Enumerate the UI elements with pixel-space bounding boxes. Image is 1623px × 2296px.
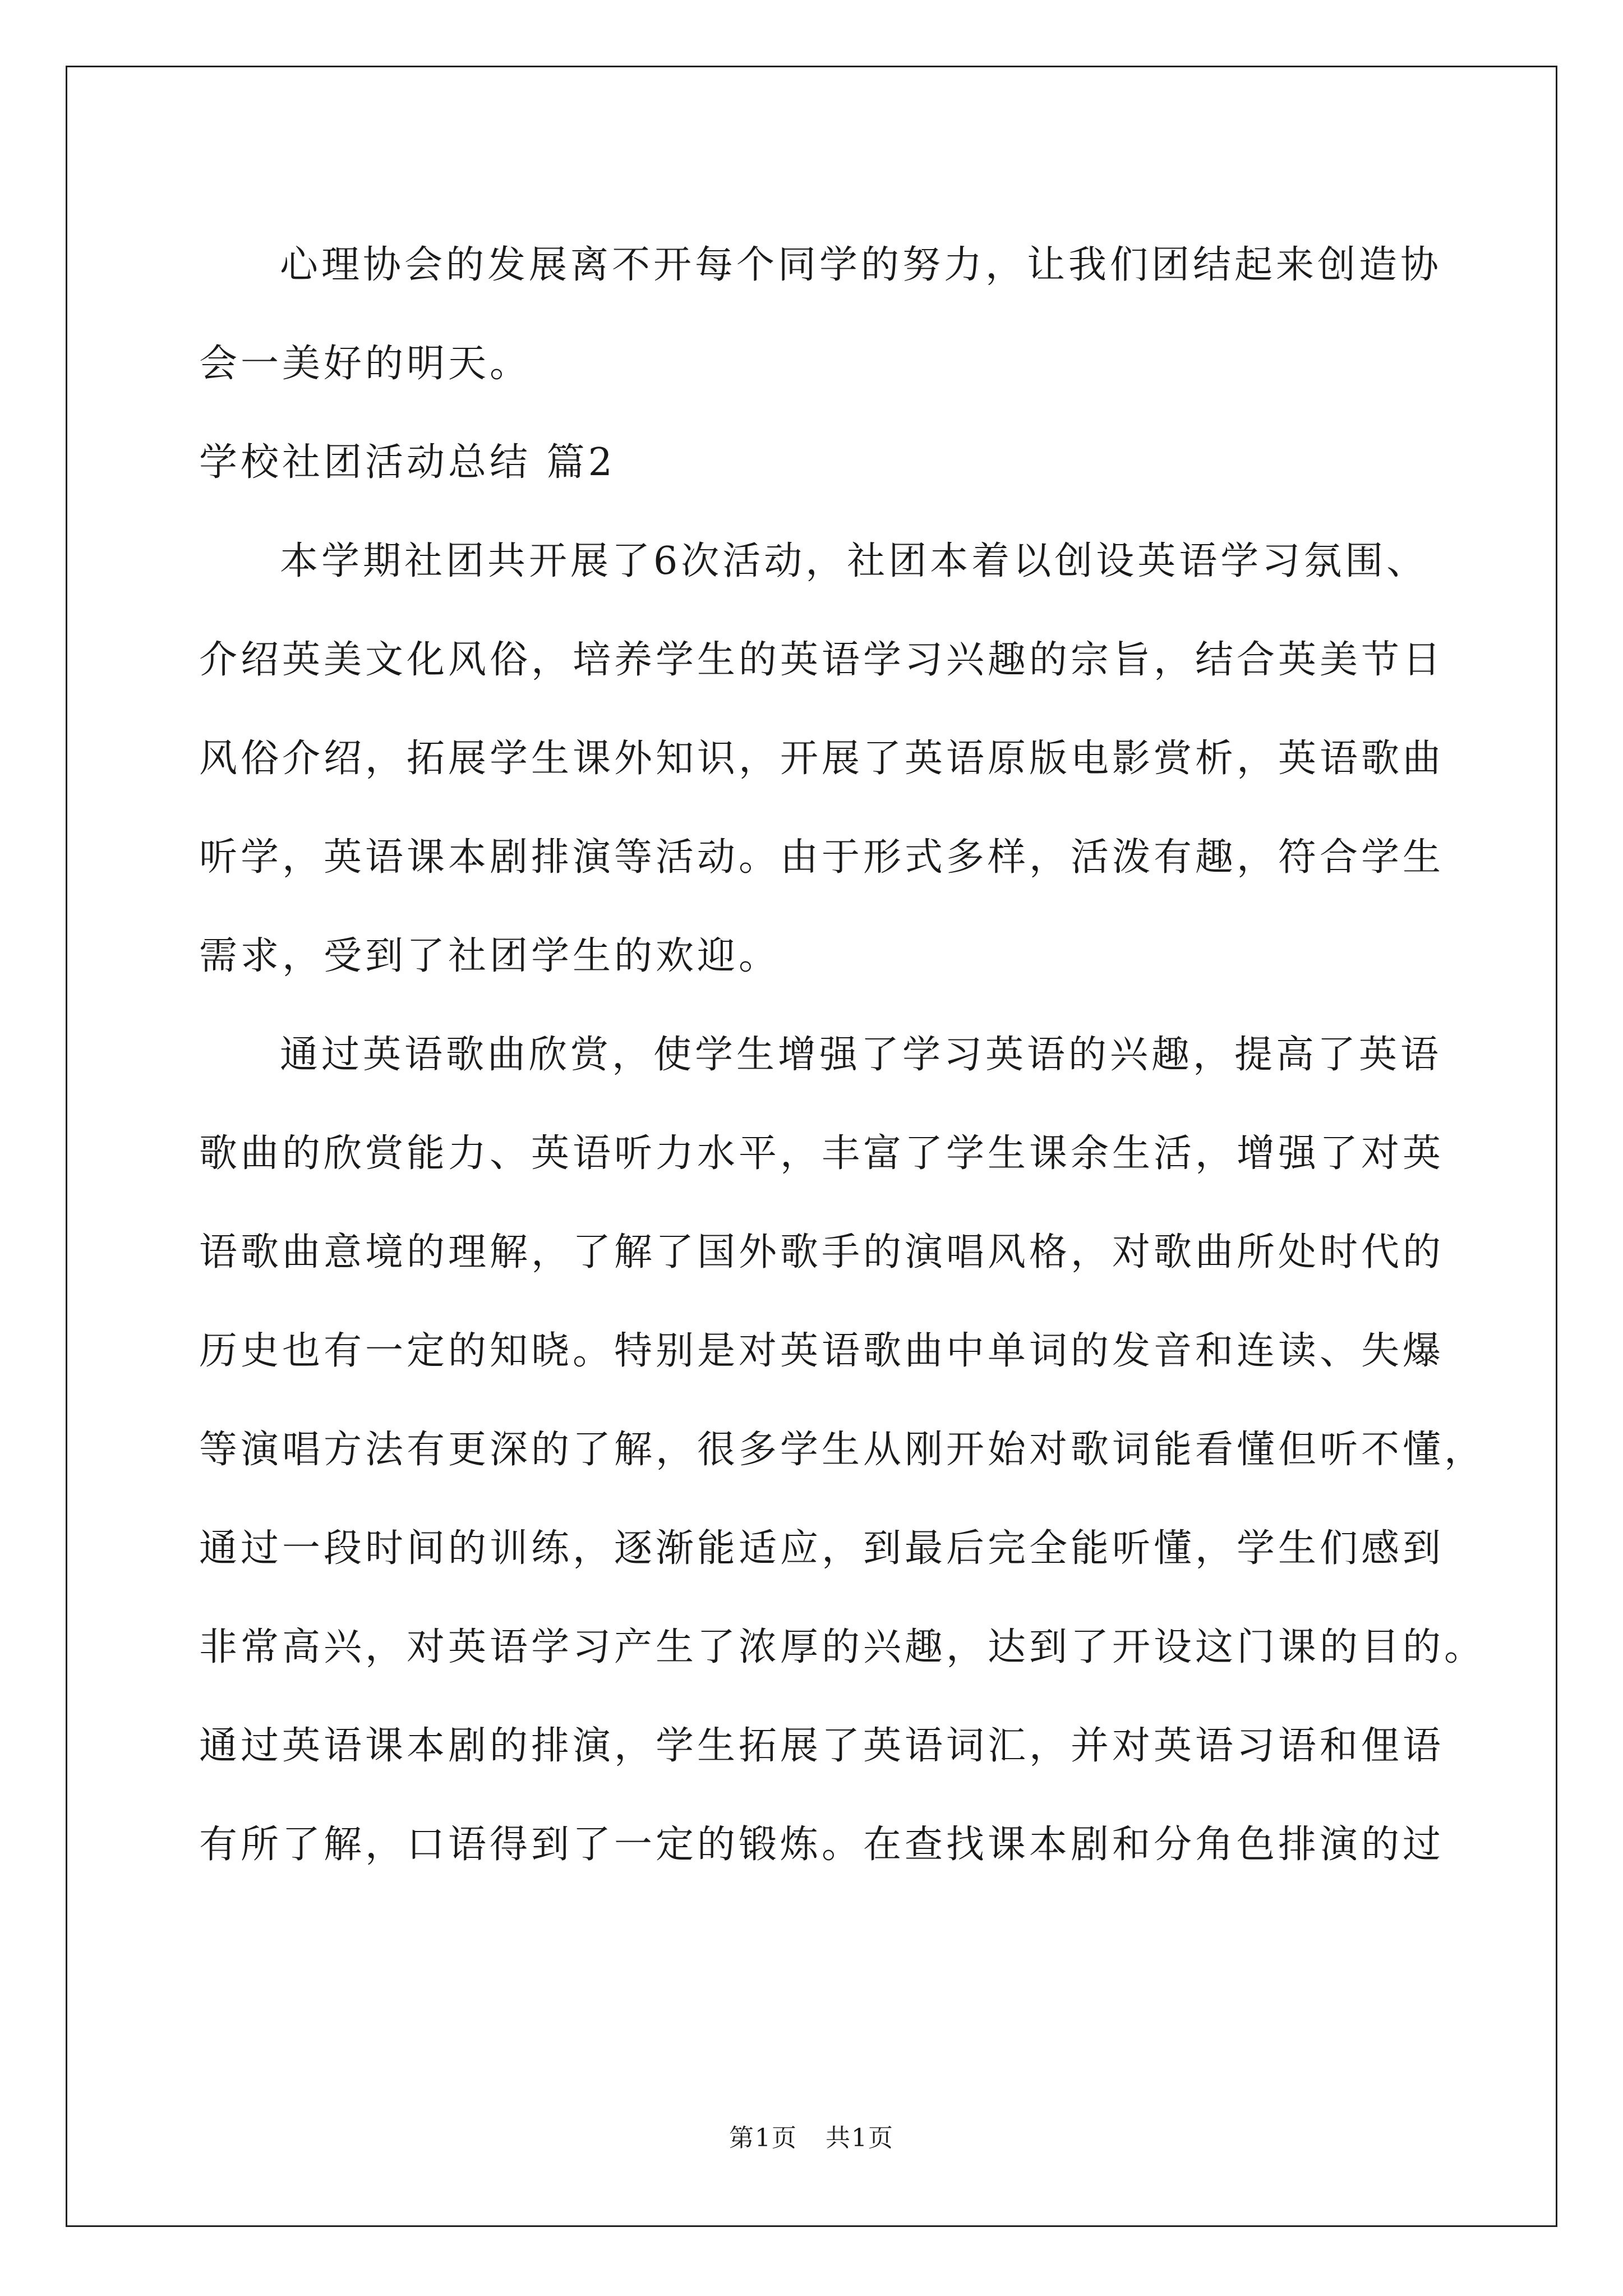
paragraph-line: 本学期社团共开展了6次活动，社团本着以创设英语学习氛围、 [280, 539, 1428, 583]
paragraph-line: 等演唱方法有更深的了解，很多学生从刚开始对歌词能看懂但听不懂， [199, 1428, 1486, 1472]
paragraph-line: 语歌曲意境的理解，了解了国外歌手的演唱风格，对歌曲所处时代的 [199, 1230, 1445, 1274]
paragraph-line: 歌曲的欣赏能力、英语听力水平，丰富了学生课余生活，增强了对英 [199, 1131, 1445, 1176]
paragraph-line: 通过英语歌曲欣赏，使学生增强了学习英语的兴趣，提高了英语 [280, 1033, 1442, 1077]
paragraph-line: 历史也有一定的知晓。特别是对英语歌曲中单词的发音和连读、失爆 [199, 1329, 1445, 1373]
paragraph-line: 有所了解，口语得到了一定的锻炼。在查找课本剧和分角色排演的过 [199, 1823, 1445, 1867]
paragraph-line: 听学，英语课本剧排演等活动。由于形式多样，活泼有趣，符合学生 [199, 835, 1445, 880]
paragraph-line: 风俗介绍，拓展学生课外知识，开展了英语原版电影赏析，英语歌曲 [199, 737, 1445, 781]
paragraph-line: 通过一段时间的训练，逐渐能适应，到最后完全能听懂，学生们感到 [199, 1526, 1445, 1571]
section-heading: 学校社团活动总结 篇2 [199, 440, 616, 485]
paragraph-line: 需求，受到了社团学生的欢迎。 [199, 934, 781, 978]
page-footer [0, 2118, 1623, 2154]
page-number-current: 第1页 [729, 2124, 797, 2152]
paragraph-line: 非常高兴，对英语学习产生了浓厚的兴趣，达到了开设这门课的目的。 [199, 1625, 1486, 1669]
paragraph-line: 介绍英美文化风俗，培养学生的英语学习兴趣的宗旨，结合英美节日 [199, 638, 1445, 682]
document-body [199, 216, 1486, 1894]
paragraph-line: 心理协会的发展离不开每个同学的努力，让我们团结起来创造协 [280, 243, 1442, 287]
paragraph-line: 通过英语课本剧的排演，学生拓展了英语词汇，并对英语习语和俚语 [199, 1724, 1445, 1768]
paragraph-line: 会一美好的明天。 [199, 342, 532, 386]
page-number-total: 共1页 [826, 2124, 894, 2152]
